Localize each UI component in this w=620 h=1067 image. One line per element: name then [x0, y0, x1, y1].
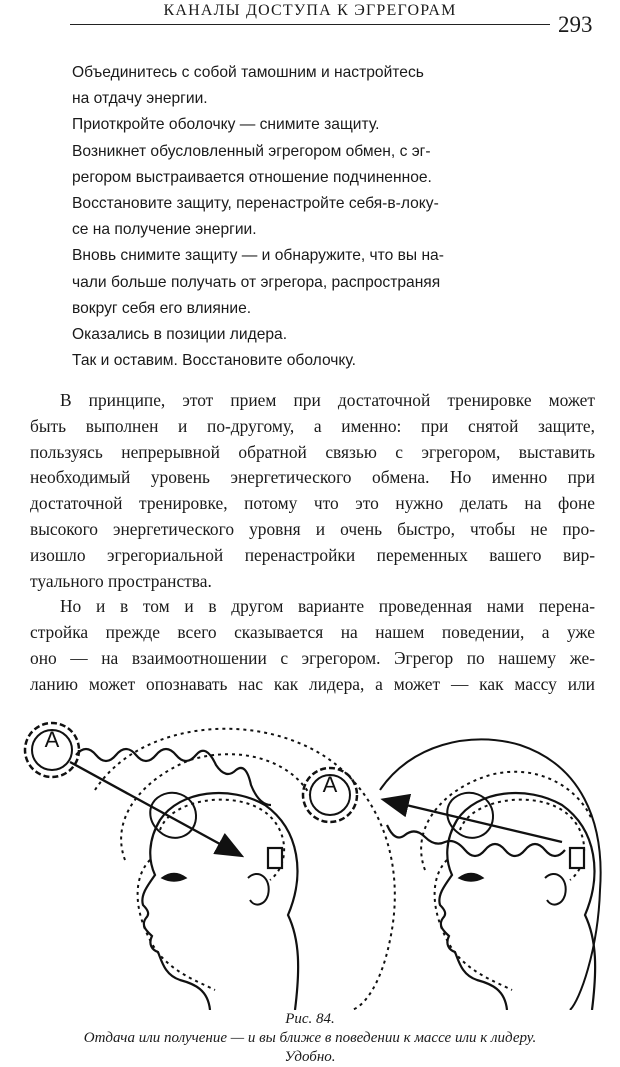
text-line: высокого энергетического уровня и очень быстро, чтобы не про-: [30, 518, 595, 539]
right-panel: [303, 739, 601, 1010]
caption-label: Рис. 84.: [285, 1011, 335, 1027]
instruction-line: Возникнет обусловленный эгрегором обмен, с эг-: [72, 142, 431, 160]
arrow-straight: [385, 800, 562, 842]
text-line: ланию может опознавать нас как лидера, а может — как массу или: [30, 673, 595, 694]
antenna-box: [268, 848, 282, 868]
instruction-line: Так и оставим. Восстановите оболочку.: [72, 352, 356, 370]
instruction-line: на отдачу энергии.: [72, 90, 208, 108]
text-line: стройка прежде всего сказывается на нашем поведении, а уже: [30, 622, 595, 643]
text-line: необходимый уровень энергетического обмена. Но именно при: [30, 467, 595, 488]
figure-84: [0, 700, 620, 1010]
instruction-line: Оказались в позиции лидера.: [72, 325, 288, 343]
lens-ellipse: [150, 793, 196, 838]
left-panel: [25, 723, 395, 1010]
page-header: [0, 0, 620, 48]
ear: [545, 874, 566, 905]
running-title: КАНАЛЫ ДОСТУПА К ЭГРЕГОРАМ: [163, 2, 457, 19]
wavy-energy-line: [387, 825, 565, 856]
brain-dotted-outline: [160, 800, 284, 880]
instruction-line: Объединитесь с собой тамошним и настройтесь: [72, 64, 424, 81]
left-symbol: A: [44, 727, 60, 752]
text-line: достаточной тренировке, потому что это нужно делать на фоне: [30, 493, 595, 514]
text-line: изошло эгрегориальной перенастройки переменных вашего вир-: [30, 544, 595, 565]
figure-caption: [0, 1010, 620, 1067]
aura-solid-outline: [380, 739, 601, 1010]
head-profile: [142, 793, 298, 1010]
head-profile: [439, 793, 595, 1010]
instruction-line: вокруг себя его влияние.: [72, 299, 252, 317]
paragraph: [30, 594, 595, 697]
text-line: быть выполнен и по-другому, а именно: при снятой защите,: [30, 415, 595, 436]
eye: [162, 874, 186, 882]
text-line: туального пространства.: [30, 570, 212, 591]
body-text: [30, 388, 595, 698]
caption-line: Удобно.: [284, 1049, 336, 1065]
caption-line: Отдача или получение — и вы ближе в поведении к массе или к лидеру.: [83, 1030, 537, 1046]
text-line: оно — на взаимоотношении с эгрегором. Эгрегор по нашему же-: [30, 647, 595, 668]
text-line: В принципе, этот прием при достаточной тренировке может: [60, 390, 595, 410]
antenna-box: [570, 848, 584, 868]
instruction-line: се на получение энергии.: [72, 221, 257, 239]
eye: [459, 874, 483, 882]
instruction-line: чали больше получать от эгрегора, распространяя: [72, 273, 441, 291]
instruction-line: Приоткройте оболочку — снимите защиту.: [72, 116, 380, 134]
paragraph: [30, 388, 595, 594]
header-rule: [70, 24, 550, 25]
text-line: пользуясь непрерывной обратной связью с эгрегором, выставить: [30, 441, 595, 462]
aura-dotted-outline-inner: [121, 754, 310, 860]
instruction-block: [72, 60, 557, 374]
brain-dotted-outline: [460, 800, 584, 880]
instruction-line: Вновь снимите защиту — и обнаружите, что вы на-: [72, 247, 444, 265]
text-line: Но и в том и в другом варианте проведенная нами перена-: [60, 596, 595, 617]
right-symbol: A: [322, 772, 338, 797]
ear: [248, 874, 269, 905]
arrow-straight: [70, 762, 240, 855]
figure-illustration: [0, 700, 620, 1010]
page-number: 293: [558, 12, 593, 37]
instruction-line: регором выстраивается отношение подчиненное.: [72, 168, 432, 186]
instruction-line: Восстановите защиту, перенастройте себя-в-локу-: [72, 194, 439, 212]
